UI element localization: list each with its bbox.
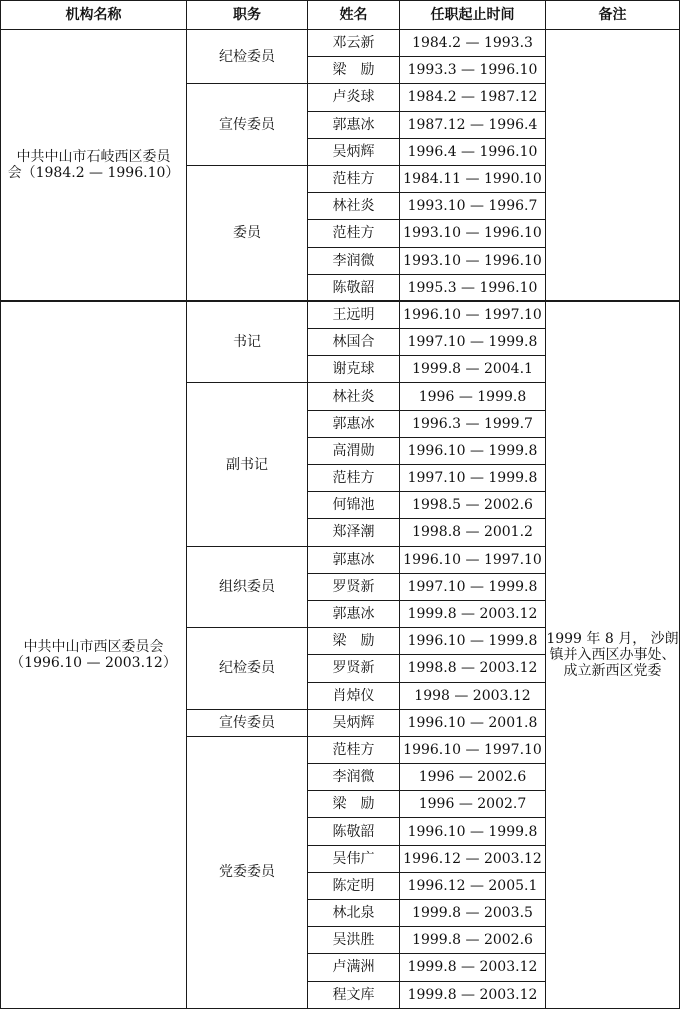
term-cell: 1998 — 2003.12 — [400, 682, 546, 709]
term-cell: 1984.2 — 1993.3 — [400, 30, 546, 57]
term-cell: 1997.10 — 1999.8 — [400, 465, 546, 492]
term-cell: 1993.10 — 1996.10 — [400, 247, 546, 274]
term-cell: 1984.2 — 1987.12 — [400, 84, 546, 111]
person-name-cell: 林社炎 — [308, 383, 400, 410]
term-cell: 1998.8 — 2003.12 — [400, 655, 546, 682]
person-name-cell: 郭惠冰 — [308, 546, 400, 573]
term-cell: 1996.10 — 1997.10 — [400, 736, 546, 763]
term-cell: 1996.10 — 2001.8 — [400, 709, 546, 736]
term-cell: 1996.10 — 1999.8 — [400, 818, 546, 845]
term-cell: 1999.8 — 2003.12 — [400, 954, 546, 981]
person-name-cell: 陈定明 — [308, 872, 400, 899]
position-cell: 党委委员 — [187, 736, 308, 1008]
term-cell: 1996.3 — 1999.7 — [400, 410, 546, 437]
term-cell: 1993.10 — 1996.7 — [400, 193, 546, 220]
person-name-cell: 范桂方 — [308, 736, 400, 763]
org-name-line: 中共中山市西区委员会 — [23, 639, 164, 656]
org-group — [1, 30, 680, 302]
term-cell: 1993.10 — 1996.10 — [400, 220, 546, 247]
header-position: 职务 — [187, 1, 308, 30]
header-name: 姓名 — [308, 1, 400, 30]
term-cell: 1997.10 — 1999.8 — [400, 329, 546, 356]
person-name-cell: 梁 励 — [308, 57, 400, 84]
person-name-cell: 罗贤新 — [308, 655, 400, 682]
term-cell: 1996 — 2002.6 — [400, 764, 546, 791]
person-name-cell: 范桂方 — [308, 165, 400, 192]
header-org: 机构名称 — [1, 1, 187, 30]
position-cell: 纪检委员 — [187, 30, 308, 84]
person-name-cell: 郭惠冰 — [308, 600, 400, 627]
term-cell: 1999.8 — 2004.1 — [400, 356, 546, 383]
org-term-line: 会（1984.2 — 1996.10） — [7, 165, 180, 182]
term-cell: 1999.8 — 2003.12 — [400, 600, 546, 627]
person-name-cell: 郭惠冰 — [308, 111, 400, 138]
person-name-cell: 谢克球 — [308, 356, 400, 383]
person-name-cell: 梁 励 — [308, 628, 400, 655]
header-term: 任职起止时间 — [400, 1, 546, 30]
position-cell: 委员 — [187, 165, 308, 301]
term-cell: 1998.8 — 2001.2 — [400, 519, 546, 546]
term-cell: 1999.8 — 2003.12 — [400, 981, 546, 1008]
person-name-cell: 邓云新 — [308, 30, 400, 57]
term-cell: 1987.12 — 1996.4 — [400, 111, 546, 138]
term-cell: 1996.10 — 1997.10 — [400, 546, 546, 573]
person-name-cell: 林国合 — [308, 329, 400, 356]
term-cell: 1997.10 — 1999.8 — [400, 573, 546, 600]
person-name-cell: 郑泽潮 — [308, 519, 400, 546]
term-cell: 1984.11 — 1990.10 — [400, 165, 546, 192]
person-name-cell: 李润微 — [308, 764, 400, 791]
term-cell: 1996.10 — 1997.10 — [400, 301, 546, 328]
person-name-cell: 吴伟广 — [308, 845, 400, 872]
person-name-cell: 卢炎球 — [308, 84, 400, 111]
person-name-cell: 程文库 — [308, 981, 400, 1008]
org-group — [1, 301, 680, 1008]
person-name-cell: 吴炳辉 — [308, 709, 400, 736]
position-cell: 副书记 — [187, 383, 308, 546]
position-cell: 宣传委员 — [187, 709, 308, 736]
person-name-cell: 卢满洲 — [308, 954, 400, 981]
person-name-cell: 郭惠冰 — [308, 410, 400, 437]
person-name-cell: 陈敬韶 — [308, 818, 400, 845]
position-cell: 纪检委员 — [187, 628, 308, 710]
person-name-cell: 肖焯仪 — [308, 682, 400, 709]
person-name-cell: 何锦池 — [308, 492, 400, 519]
term-cell: 1996.10 — 1999.8 — [400, 437, 546, 464]
term-cell: 1996.10 — 1999.8 — [400, 628, 546, 655]
header-note: 备注 — [546, 1, 680, 30]
term-cell: 1999.8 — 2002.6 — [400, 927, 546, 954]
term-cell: 1996 — 2002.7 — [400, 791, 546, 818]
term-cell: 1999.8 — 2003.5 — [400, 900, 546, 927]
person-name-cell: 林北泉 — [308, 900, 400, 927]
term-cell: 1993.3 — 1996.10 — [400, 57, 546, 84]
term-cell: 1996 — 1999.8 — [400, 383, 546, 410]
person-name-cell: 范桂方 — [308, 465, 400, 492]
term-cell: 1998.5 — 2002.6 — [400, 492, 546, 519]
position-cell: 宣传委员 — [187, 84, 308, 166]
person-name-cell: 王远明 — [308, 301, 400, 328]
person-name-cell: 吴炳辉 — [308, 138, 400, 165]
note-cell: 1999 年 8 月， 沙朗镇并入西区办事处、成立新西区党委 — [546, 301, 680, 1008]
person-name-cell: 范桂方 — [308, 220, 400, 247]
note-cell — [546, 30, 680, 302]
person-name-cell: 陈敬韶 — [308, 274, 400, 301]
org-term-line: （1996.10 — 2003.12） — [10, 655, 177, 672]
position-cell: 组织委员 — [187, 546, 308, 628]
table-row — [1, 30, 680, 57]
header-row — [1, 1, 680, 30]
term-cell: 1996.4 — 1996.10 — [400, 138, 546, 165]
person-name-cell: 吴洪胜 — [308, 927, 400, 954]
person-name-cell: 梁 励 — [308, 791, 400, 818]
term-cell: 1995.3 — 1996.10 — [400, 274, 546, 301]
person-name-cell: 罗贤新 — [308, 573, 400, 600]
person-name-cell: 李润微 — [308, 247, 400, 274]
position-cell: 书记 — [187, 301, 308, 383]
person-name-cell: 林社炎 — [308, 193, 400, 220]
table-row — [1, 301, 680, 328]
term-cell: 1996.12 — 2005.1 — [400, 872, 546, 899]
org-name-cell — [1, 30, 187, 302]
term-cell: 1996.12 — 2003.12 — [400, 845, 546, 872]
person-name-cell: 高渭勋 — [308, 437, 400, 464]
org-name-line: 中共中山市石岐西区委员 — [16, 149, 171, 166]
org-name-cell — [1, 301, 187, 1008]
